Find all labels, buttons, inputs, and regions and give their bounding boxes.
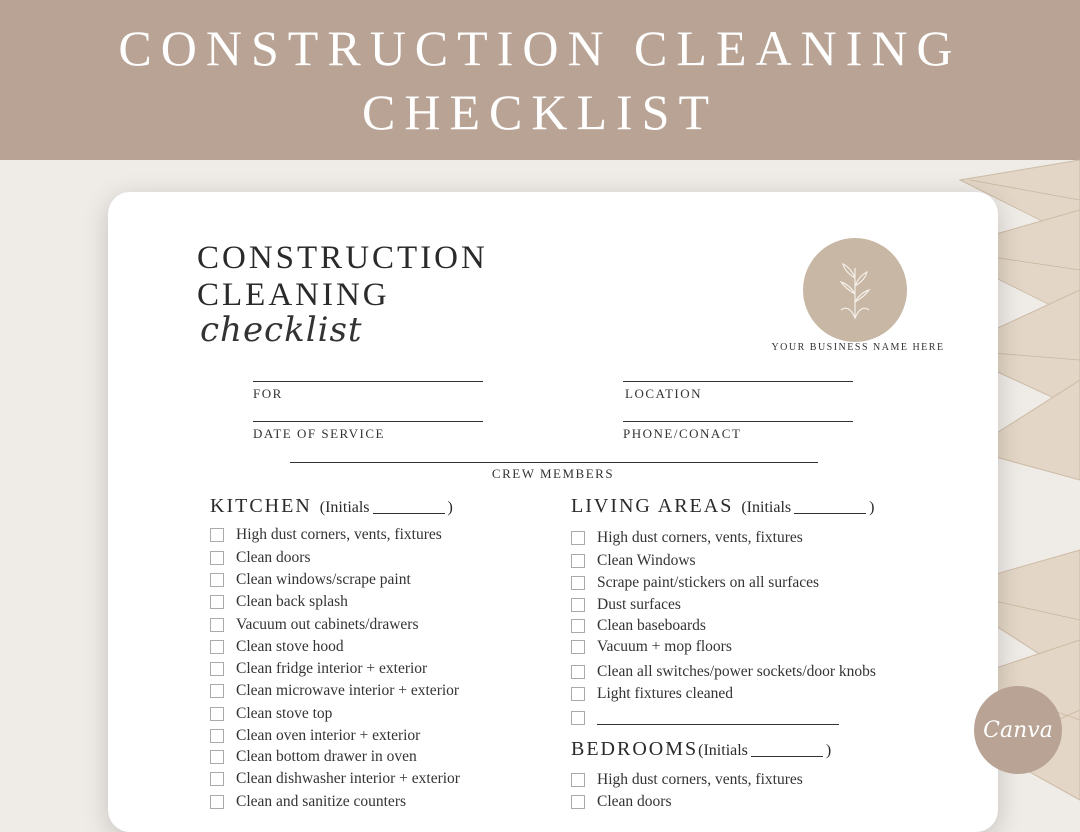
bedrooms-heading (571, 738, 831, 761)
list-item[interactable] (210, 748, 417, 766)
checkbox[interactable] (571, 598, 585, 612)
checkbox[interactable] (210, 573, 224, 587)
checkbox[interactable] (571, 773, 585, 787)
canva-badge (974, 686, 1062, 774)
checkbox[interactable] (210, 729, 224, 743)
write-in-line[interactable] (597, 710, 839, 725)
kitchen-heading (210, 495, 453, 518)
checkbox[interactable] (210, 772, 224, 786)
doc-title-line2: CLEANING (197, 277, 390, 313)
item-label: Scrape paint/stickers on all surfaces (597, 574, 820, 591)
item-label: Dust surfaces (597, 596, 681, 613)
business-name: YOUR BUSINESS NAME HERE (771, 342, 945, 353)
list-item[interactable] (210, 682, 459, 700)
item-label: Clean all switches/power sockets/door knobs (597, 663, 876, 680)
banner-title-line1: CONSTRUCTION CLEANING (118, 20, 962, 76)
item-label: Clean baseboards (597, 617, 706, 634)
kitchen-title: KITCHEN (210, 495, 312, 517)
item-label: High dust corners, vents, fixtures (236, 526, 442, 543)
list-item[interactable] (571, 596, 681, 614)
list-item[interactable] (571, 617, 706, 635)
list-item[interactable] (571, 771, 803, 789)
item-label: Clean stove hood (236, 638, 344, 655)
checkbox[interactable] (210, 595, 224, 609)
living-title: LIVING AREAS (571, 495, 734, 517)
bedrooms-initials-close: ) (825, 742, 832, 759)
business-logo (803, 238, 907, 342)
item-label: Clean doors (597, 793, 672, 810)
item-label: Clean windows/scrape paint (236, 571, 411, 588)
item-label: Clean microwave interior + exterior (236, 682, 460, 699)
item-label: Vacuum + mop floors (597, 638, 732, 655)
checkbox[interactable] (571, 711, 585, 725)
doc-title-script: checklist (200, 310, 363, 350)
for-label: FOR (253, 386, 283, 401)
crew-label: CREW MEMBERS (491, 466, 615, 481)
list-item[interactable] (571, 685, 733, 703)
list-item[interactable] (210, 549, 310, 567)
checkbox[interactable] (210, 551, 224, 565)
item-label: High dust corners, vents, fixtures (597, 771, 803, 788)
list-item-blank[interactable] (571, 710, 839, 725)
checkbox[interactable] (210, 707, 224, 721)
list-item[interactable] (210, 660, 427, 678)
checkbox[interactable] (210, 795, 224, 809)
living-initials-blank (794, 513, 866, 514)
list-item[interactable] (210, 705, 332, 723)
list-item[interactable] (571, 793, 671, 811)
checkbox[interactable] (571, 619, 585, 633)
list-item[interactable] (210, 770, 460, 788)
for-line (253, 381, 483, 382)
item-label: Clean back splash (236, 593, 348, 610)
phone-label: PHONE/CONACT (623, 426, 742, 441)
banner-title-line2: CHECKLIST (362, 84, 718, 140)
list-item[interactable] (210, 616, 419, 634)
checkbox[interactable] (210, 618, 224, 632)
checkbox[interactable] (571, 665, 585, 679)
living-areas-heading (571, 495, 874, 518)
list-item[interactable] (210, 727, 420, 745)
doc-title-line1: CONSTRUCTION (197, 240, 488, 276)
list-item[interactable] (571, 638, 732, 656)
checklist-document (108, 192, 998, 832)
living-initials-close: ) (869, 499, 875, 516)
list-item[interactable] (210, 571, 411, 589)
list-item[interactable] (210, 793, 406, 811)
checkbox[interactable] (571, 531, 585, 545)
location-line (623, 381, 853, 382)
item-label: Clean Windows (597, 552, 696, 569)
kitchen-initials-open: (Initials (319, 499, 370, 516)
checkbox[interactable] (210, 640, 224, 654)
living-initials-open: (Initials (741, 499, 792, 516)
list-item[interactable] (571, 552, 696, 570)
date-line (253, 421, 483, 422)
item-label: Clean bottom drawer in oven (236, 748, 417, 765)
bedrooms-initials-open: (Initials (698, 742, 748, 759)
checkbox[interactable] (571, 687, 585, 701)
crew-line (290, 462, 818, 463)
checkbox[interactable] (571, 640, 585, 654)
kitchen-initials-blank (373, 513, 445, 514)
leaf-sprig-icon (803, 238, 907, 342)
checkbox[interactable] (210, 528, 224, 542)
checkbox[interactable] (571, 795, 585, 809)
list-item[interactable] (571, 529, 803, 547)
kitchen-initials-close: ) (447, 499, 453, 516)
item-label: Clean stove top (236, 705, 333, 722)
item-label: Clean dishwasher interior + exterior (236, 770, 460, 787)
checkbox[interactable] (571, 576, 585, 590)
list-item[interactable] (571, 663, 876, 681)
item-label: Clean fridge interior + exterior (236, 660, 428, 677)
bedrooms-title: BEDROOMS (571, 738, 699, 760)
list-item[interactable] (210, 526, 442, 544)
canva-label: Canva (983, 717, 1053, 743)
location-label: LOCATION (625, 386, 702, 401)
date-label: DATE OF SERVICE (253, 426, 385, 441)
checkbox[interactable] (571, 554, 585, 568)
checkbox[interactable] (210, 662, 224, 676)
list-item[interactable] (210, 593, 348, 611)
item-label: Vacuum out cabinets/drawers (236, 616, 419, 633)
checkbox[interactable] (210, 750, 224, 764)
bedrooms-initials-blank (751, 756, 823, 757)
list-item[interactable] (210, 638, 344, 656)
item-label: Light fixtures cleaned (597, 685, 734, 702)
item-label: Clean and sanitize counters (236, 793, 407, 810)
item-label: Clean doors (236, 549, 311, 566)
list-item[interactable] (571, 574, 819, 592)
item-label: High dust corners, vents, fixtures (597, 529, 803, 546)
item-label: Clean oven interior + exterior (236, 727, 421, 744)
phone-line (623, 421, 853, 422)
checkbox[interactable] (210, 684, 224, 698)
